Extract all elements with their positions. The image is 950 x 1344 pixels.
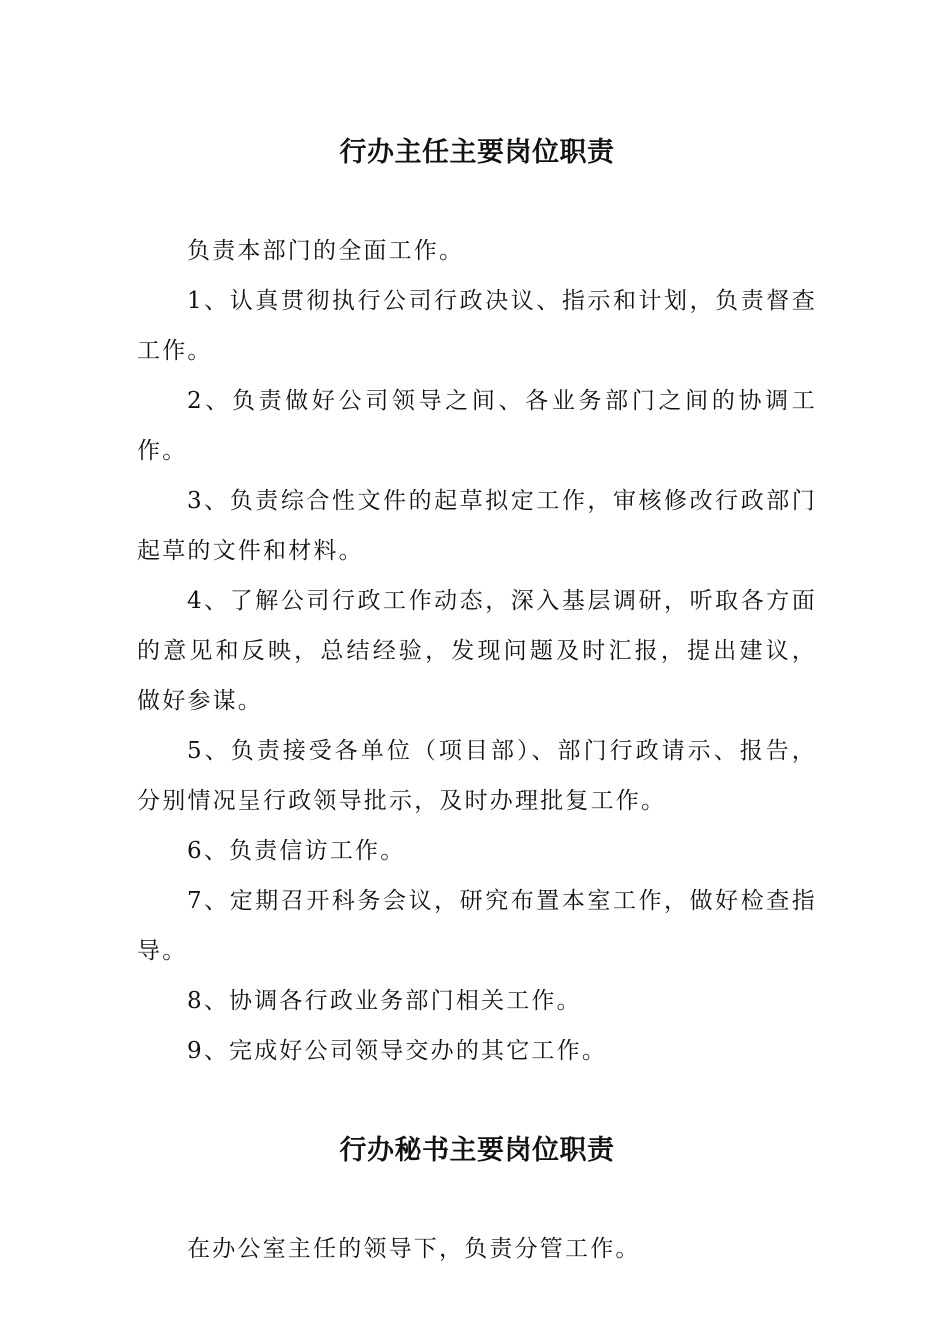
section1-title: 行办主任主要岗位职责 bbox=[339, 137, 615, 168]
section1-intro: 负责本部门的全面工作。 bbox=[187, 238, 465, 264]
duty-item-4: 4、了解公司行政工作动态，深入基层调研，听取各方面的意见和反映，总结经验，发现问题及时汇报，提出建议，做好参谋。 bbox=[137, 588, 817, 714]
spacer bbox=[137, 178, 817, 226]
duty-item-8: 8、协调各行政业务部门相关工作。 bbox=[187, 988, 582, 1014]
section2-intro: 在办公室主任的领导下，负责分管工作。 bbox=[187, 1236, 641, 1262]
section2-title: 行办秘书主要岗位职责 bbox=[339, 1135, 615, 1166]
duty-item-1: 1、认真贯彻执行公司行政决议、指示和计划，负责督查工作。 bbox=[137, 288, 817, 364]
duty-item-5: 5、负责接受各单位（项目部）、部门行政请示、报告，分别情况呈行政领导批示，及时办理批复工作。 bbox=[137, 738, 817, 814]
duty-item-3: 3、负责综合性文件的起草拟定工作，审核修改行政部门起草的文件和材料。 bbox=[137, 488, 817, 564]
duty-item-6: 6、负责信访工作。 bbox=[187, 838, 406, 864]
duty-item-7: 7、定期召开科务会议，研究布置本室工作，做好检查指导。 bbox=[137, 888, 817, 964]
document-body bbox=[137, 128, 817, 1274]
duty-item-9: 9、完成好公司领导交办的其它工作。 bbox=[187, 1038, 608, 1064]
spacer bbox=[137, 1176, 817, 1224]
spacer bbox=[137, 1076, 817, 1126]
duty-item-2: 2、负责做好公司领导之间、各业务部门之间的协调工作。 bbox=[137, 388, 817, 464]
